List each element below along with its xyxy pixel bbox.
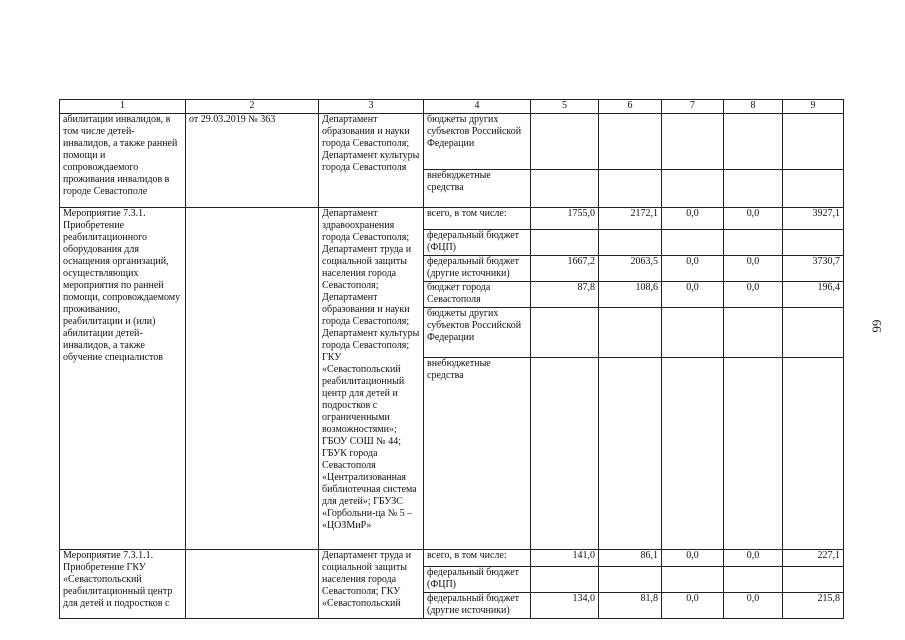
value-cell: 1667,2 <box>531 256 599 282</box>
value-cell <box>531 358 599 550</box>
activity-cell: абилитации инвалидов, в том числе детей-инвалидов, а также ранней помощи и сопровождаемого проживания инвалидов в городе Севастополе <box>60 114 186 208</box>
value-cell: 0,0 <box>724 208 783 230</box>
source-cell: бюджеты других субъектов Российской Федерации <box>424 308 531 358</box>
header-row <box>60 100 844 114</box>
value-cell: 0,0 <box>724 256 783 282</box>
document-cell <box>186 208 319 550</box>
value-cell: 0,0 <box>662 550 724 567</box>
value-cell: 0,0 <box>662 208 724 230</box>
value-cell <box>531 567 599 593</box>
value-cell: 141,0 <box>531 550 599 567</box>
value-cell <box>531 308 599 358</box>
value-cell <box>783 567 844 593</box>
value-cell <box>662 358 724 550</box>
value-cell: 0,0 <box>724 550 783 567</box>
header-cell: 7 <box>662 100 724 114</box>
value-cell <box>531 114 599 170</box>
document-cell: от 29.03.2019 № 363 <box>186 114 319 208</box>
value-cell <box>783 308 844 358</box>
value-cell <box>724 308 783 358</box>
value-cell <box>599 114 662 170</box>
table-row <box>60 208 844 230</box>
value-cell <box>783 170 844 208</box>
header-cell: 9 <box>783 100 844 114</box>
value-cell: 3730,7 <box>783 256 844 282</box>
source-cell: внебюджетные средства <box>424 170 531 208</box>
value-cell: 0,0 <box>724 282 783 308</box>
value-cell <box>724 230 783 256</box>
page-number: 66 <box>869 319 885 333</box>
header-cell: 4 <box>424 100 531 114</box>
value-cell: 3927,1 <box>783 208 844 230</box>
value-cell <box>724 567 783 593</box>
source-cell: федеральный бюджет (другие источники) <box>424 593 531 619</box>
value-cell <box>599 230 662 256</box>
header-cell: 6 <box>599 100 662 114</box>
document-cell <box>186 550 319 619</box>
header-cell: 5 <box>531 100 599 114</box>
executor-cell: Департамент здравоохранения города Севастополя; Департамент труда и социальной защиты населения города Севастополя; Департамент образования и науки города Севастополя; Департамент культуры города Севастополя; ГКУ «Севастопольский реабилитационный центр для детей и подростков с ограниченными возможностями»; ГБОУ СОШ № 44; ГБУК города Севастополя «Централизованная библиотечная система для детей»; ГБУЗС «Горбольни-ца № 5 – «ЦОЗМиР» <box>319 208 424 550</box>
activity-cell: Мероприятие 7.3.1.1. Приобретение ГКУ «Севастопольский реабилитационный центр для детей и подростков с <box>60 550 186 619</box>
source-cell: федеральный бюджет (ФЦП) <box>424 230 531 256</box>
value-cell <box>724 114 783 170</box>
source-cell: федеральный бюджет (другие источники) <box>424 256 531 282</box>
value-cell <box>531 230 599 256</box>
value-cell: 215,8 <box>783 593 844 619</box>
source-cell: всего, в том числе: <box>424 550 531 567</box>
value-cell: 2063,5 <box>599 256 662 282</box>
header-cell: 2 <box>186 100 319 114</box>
value-cell <box>599 170 662 208</box>
value-cell <box>662 567 724 593</box>
value-cell <box>662 170 724 208</box>
value-cell <box>783 358 844 550</box>
executor-cell: Департамент образования и науки города Севастополя; Департамент культуры города Севастополя <box>319 114 424 208</box>
value-cell <box>724 170 783 208</box>
value-cell <box>724 358 783 550</box>
header-cell: 8 <box>724 100 783 114</box>
value-cell: 134,0 <box>531 593 599 619</box>
value-cell <box>662 308 724 358</box>
funding-table <box>59 99 844 619</box>
value-cell: 227,1 <box>783 550 844 567</box>
table-row <box>60 114 844 170</box>
value-cell: 2172,1 <box>599 208 662 230</box>
value-cell <box>599 308 662 358</box>
source-cell: федеральный бюджет (ФЦП) <box>424 567 531 593</box>
value-cell <box>599 567 662 593</box>
value-cell: 0,0 <box>724 593 783 619</box>
header-cell: 3 <box>319 100 424 114</box>
value-cell <box>783 114 844 170</box>
value-cell: 86,1 <box>599 550 662 567</box>
value-cell: 196,4 <box>783 282 844 308</box>
value-cell <box>662 230 724 256</box>
value-cell: 0,0 <box>662 593 724 619</box>
source-cell: всего, в том числе: <box>424 208 531 230</box>
value-cell <box>531 170 599 208</box>
executor-cell: Департамент труда и социальной защиты населения города Севастополя; ГКУ «Севастопольский <box>319 550 424 619</box>
value-cell <box>783 230 844 256</box>
source-cell: внебюджетные средства <box>424 358 531 550</box>
source-cell: бюджеты других субъектов Российской Федерации <box>424 114 531 170</box>
activity-cell: Мероприятие 7.3.1. Приобретение реабилитационного оборудования для оснащения организаций, осуществляющих мероприятия по ранней помощи, сопровождаемому проживанию, реабилитации и (или) абилитации детей-инвалидов, а также обучение специалистов <box>60 208 186 550</box>
value-cell: 108,6 <box>599 282 662 308</box>
value-cell: 0,0 <box>662 282 724 308</box>
source-cell: бюджет города Севастополя <box>424 282 531 308</box>
value-cell: 1755,0 <box>531 208 599 230</box>
table-row <box>60 550 844 567</box>
value-cell: 87,8 <box>531 282 599 308</box>
value-cell <box>599 358 662 550</box>
header-cell: 1 <box>60 100 186 114</box>
value-cell: 81,8 <box>599 593 662 619</box>
value-cell: 0,0 <box>662 256 724 282</box>
value-cell <box>662 114 724 170</box>
